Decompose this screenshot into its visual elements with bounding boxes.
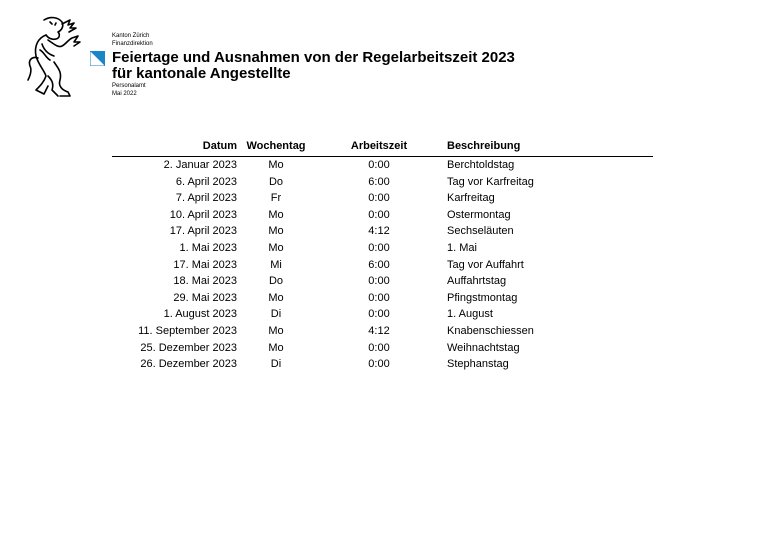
cell-worktime: 6:00 — [368, 175, 390, 188]
cell-weekday: Mo — [268, 291, 284, 304]
table-row — [112, 223, 653, 240]
directorate-label: Finanzdirektion — [112, 41, 153, 47]
cell-description: Tag vor Karfreitag — [447, 175, 534, 188]
cell-date: 1. Mai 2023 — [179, 241, 237, 254]
cell-weekday: Mo — [268, 324, 284, 337]
zurich-lion-logo-icon — [24, 14, 86, 98]
cell-date: 2. Januar 2023 — [163, 159, 237, 171]
cell-weekday: Di — [270, 308, 282, 321]
table-row — [112, 290, 653, 307]
cell-worktime: 0:00 — [368, 291, 390, 304]
table-row — [112, 323, 653, 340]
cell-weekday: Mo — [268, 225, 284, 238]
cell-worktime: 0:00 — [368, 192, 390, 205]
department-label: Personalamt — [112, 83, 146, 89]
cell-date: 18. Mai 2023 — [173, 275, 237, 288]
table-row — [112, 174, 653, 191]
cell-weekday: Do — [268, 275, 284, 288]
table-row — [112, 273, 653, 290]
cell-description: Auffahrtstag — [447, 275, 507, 288]
cell-date: 11. September 2023 — [138, 324, 237, 337]
table-row — [112, 240, 653, 257]
canton-label: Kanton Zürich — [112, 33, 150, 39]
table-row — [112, 356, 653, 373]
table-row — [112, 306, 653, 323]
cell-date: 7. April 2023 — [175, 192, 237, 205]
table-row — [112, 157, 653, 174]
column-header-worktime: Arbeitszeit — [350, 140, 408, 152]
cell-description: 1. Mai — [447, 241, 477, 254]
cell-worktime: 4:12 — [368, 225, 390, 238]
table-row — [112, 207, 653, 224]
column-header-weekday: Wochentag — [246, 140, 306, 152]
cell-worktime: 0:00 — [368, 308, 390, 321]
cell-weekday: Di — [270, 358, 282, 371]
cell-date: 6. April 2023 — [175, 175, 237, 188]
cell-worktime: 0:00 — [368, 159, 390, 171]
cell-weekday: Mo — [268, 208, 284, 221]
cell-weekday: Fr — [270, 192, 282, 205]
cell-worktime: 6:00 — [368, 258, 390, 271]
holiday-table — [112, 140, 653, 373]
cell-description: Berchtoldstag — [447, 159, 515, 171]
cell-weekday: Mo — [268, 159, 284, 171]
cell-worktime: 0:00 — [368, 275, 390, 288]
cell-description: Sechseläuten — [447, 225, 514, 238]
table-row — [112, 340, 653, 357]
table-body — [112, 157, 653, 373]
cell-description: 1. August — [447, 308, 493, 321]
cell-worktime: 4:12 — [368, 324, 390, 337]
table-row — [112, 257, 653, 274]
zurich-flag-icon — [90, 51, 105, 66]
cell-description: Karfreitag — [447, 192, 495, 205]
cell-date: 26. Dezember 2023 — [140, 358, 237, 371]
cell-weekday: Mo — [268, 241, 284, 254]
cell-date: 29. Mai 2023 — [173, 291, 237, 304]
cell-weekday: Do — [268, 175, 284, 188]
document-title-line1: Feiertage und Ausnahmen von der Regelarbeitszeit 2023 — [112, 49, 515, 66]
cell-description: Stephanstag — [447, 358, 509, 371]
cell-description: Pfingstmontag — [447, 291, 518, 304]
document-title-line2: für kantonale Angestellte — [112, 65, 291, 82]
cell-weekday: Mo — [268, 341, 284, 354]
cell-worktime: 0:00 — [368, 208, 390, 221]
cell-date: 17. Mai 2023 — [173, 258, 237, 271]
cell-description: Weihnachtstag — [447, 341, 520, 354]
cell-worktime: 0:00 — [368, 358, 390, 371]
cell-worktime: 0:00 — [368, 341, 390, 354]
cell-date: 1. August 2023 — [163, 308, 237, 321]
cell-description: Ostermontag — [447, 208, 511, 221]
column-header-date: Datum — [202, 140, 237, 152]
cell-description: Knabenschiessen — [447, 324, 534, 337]
document-date: Mai 2022 — [112, 91, 137, 97]
cell-date: 10. April 2023 — [169, 208, 237, 221]
cell-date: 25. Dezember 2023 — [140, 341, 237, 354]
cell-weekday: Mi — [270, 258, 282, 271]
cell-date: 17. April 2023 — [169, 225, 237, 238]
table-row — [112, 190, 653, 207]
cell-worktime: 0:00 — [368, 241, 390, 254]
column-header-description: Beschreibung — [447, 140, 521, 152]
cell-description: Tag vor Auffahrt — [447, 258, 524, 271]
table-header — [112, 140, 653, 157]
